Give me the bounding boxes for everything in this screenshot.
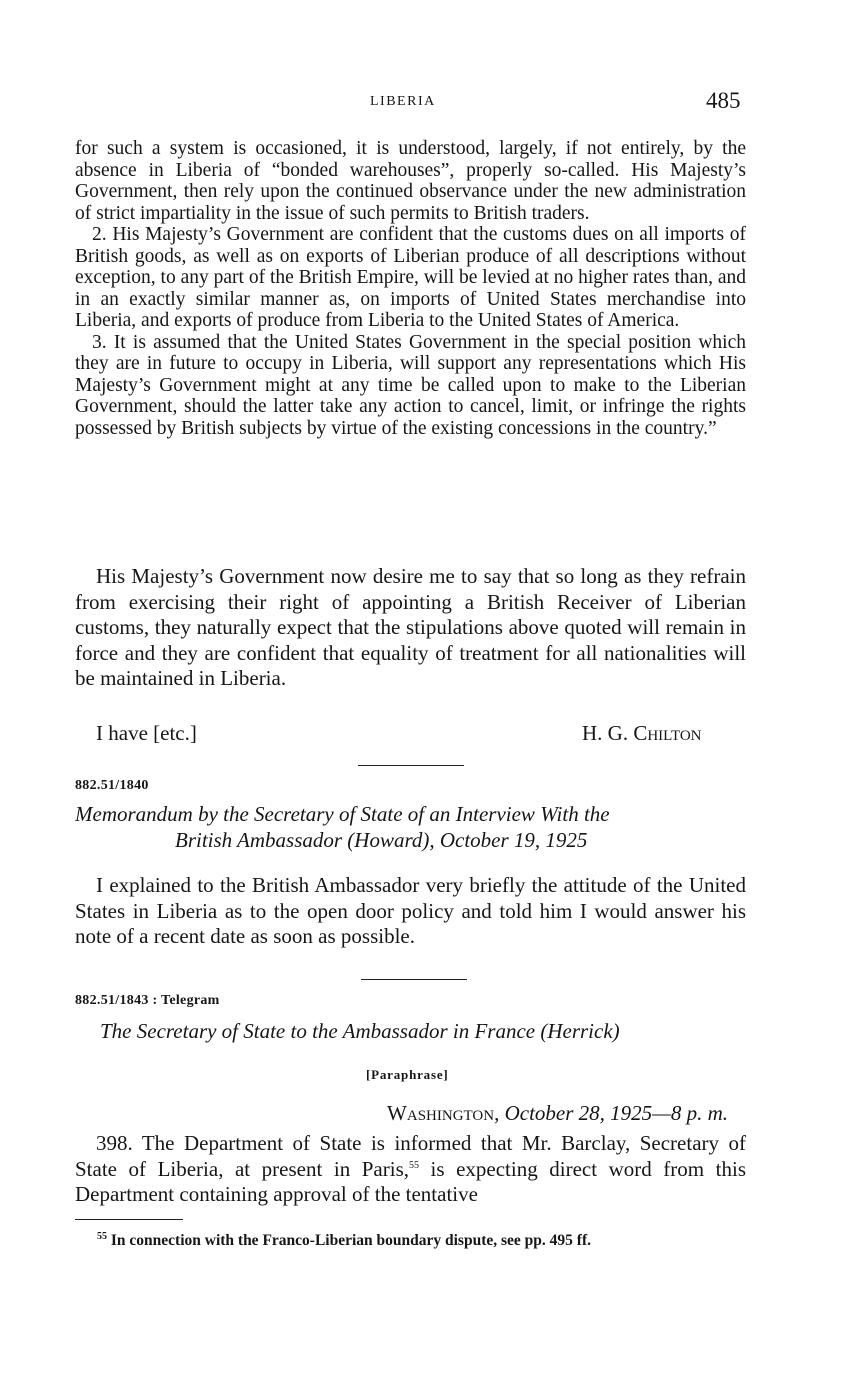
document-title-line-1: Memorandum by the Secretary of State of an Interview With the [75, 802, 610, 826]
footnote-reference: 55 [409, 1159, 419, 1171]
footnote-marker: 55 [97, 1230, 107, 1242]
letter-signature: H. G. Chilton [582, 721, 702, 745]
telegram-title: The Secretary of State to the Ambassador in France (Herrick) [100, 1019, 620, 1043]
footnote [97, 1232, 591, 1250]
footnote-rule [75, 1219, 183, 1220]
document-title-line-2: British Ambassador (Howard), October 19, 1925 [175, 828, 588, 852]
paraphrase-note: [Paraphrase] [366, 1067, 449, 1082]
file-number: 882.51/1840 [75, 778, 149, 793]
footnote-text: In connection with the Franco-Liberian boundary dispute, see pp. 495 ff. [107, 1232, 591, 1249]
running-header: LIBERIA [370, 94, 436, 109]
telegram-body [75, 1131, 746, 1208]
dateline-place: Washington, [387, 1101, 500, 1125]
letter-body [75, 564, 746, 692]
letter-paragraph: His Majesty’s Government now desire me to say that so long as they refrain from exercising their right of appointing a British Receiver of Liberian customs, they naturally expect that the stipulations above quoted will remain in force and they are confident that equality of treatment for all nationalities will be maintained in Liberia. [75, 564, 746, 691]
quoted-paragraph-2: 2. His Majesty’s Government are confident that the customs dues on all imports of British goods, as well as on exports of Liberian produce of all descriptions without exception, to any part of the British Empire, will be levied at no higher rates than, and in an exactly similar manner as, on imports of United States merchandise into Liberia, and exports of produce from Liberia to the United States of America. [75, 224, 746, 331]
memorandum-paragraph: I explained to the British Ambassador very briefly the attitude of the United States in Liberia as to the open door policy and told him I would answer his note of a recent date as soon as possible. [75, 873, 746, 949]
letter-closing: I have [etc.] [96, 721, 197, 745]
section-divider [361, 979, 467, 980]
section-divider [358, 765, 464, 766]
quoted-paragraph-continued: for such a system is occasioned, it is understood, largely, if not entirely, by the absence in Liberia of “bonded warehouses”, properly so-called. His Majesty’s Government, then rely upon the continued observance under the new administration of strict impartiality in the issue of such permits to British traders. [75, 138, 746, 224]
telegram-text-end: is expecting direct word from this Department containing approval of the tentative [75, 1156, 747, 1207]
file-number: 882.51/1843 : Telegram [75, 993, 220, 1008]
telegram-text-start: 398. The Department of State is informed that Mr. Barclay, Secretary of State of Liberia, at present in Paris, [75, 1131, 746, 1181]
telegram-paragraph [75, 1131, 746, 1208]
quoted-block [75, 138, 746, 439]
memorandum-body [75, 873, 746, 950]
dateline-date: October 28, 1925—8 p. m. [504, 1101, 728, 1125]
quoted-paragraph-3: 3. It is assumed that the United States Government in the special position which they are in future to occupy in Liberia, will support any representations which His Majesty’s Government might at any time be called upon to make to the Liberian Government, should the latter take any action to cancel, limit, or infringe the rights possessed by British subjects by virtue of the existing concessions in the country.” [75, 331, 746, 439]
page-number: 485 [706, 88, 741, 113]
dateline [387, 1101, 728, 1126]
